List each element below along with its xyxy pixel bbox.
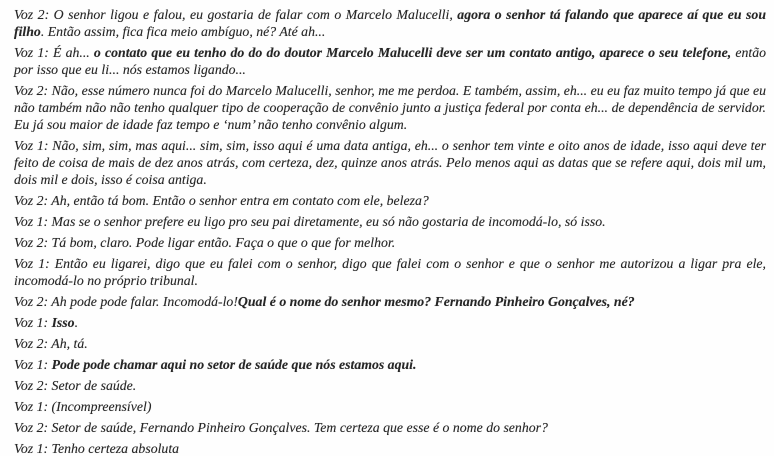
transcript-segment: então por isso que eu li... nós estamos ligando... — [14, 45, 766, 77]
transcript-paragraph — [14, 293, 766, 310]
transcript-body — [14, 6, 766, 456]
transcript-segment: Voz 1: Não, sim, sim, mas aqui... sim, sim, isso aqui é uma data antiga, eh... o senhor tem vinte e oito anos de idade, isso aqui deve ter feito de coisa de mais de dez anos atrás, com certeza, dez, quinze anos atrás. Pelo menos aqui as datas que se refere aqui, dois mil um, dois mil e dois, isso é coisa antiga. — [14, 138, 766, 187]
transcript-segment: Voz 2: Setor de saúde, Fernando Pinheiro Gonçalves. Tem certeza que esse é o nome do senhor? — [14, 420, 548, 435]
transcript-segment: . Então assim, fica fica meio ambíguo, né? Até ah... — [40, 24, 326, 39]
transcript-segment: Voz 2: Ah, então tá bom. Então o senhor entra em contato com ele, beleza? — [14, 193, 429, 208]
transcript-segment: Voz 1: — [14, 315, 52, 330]
transcript-segment: Voz 2: O senhor ligou e falou, eu gostaria de falar com o Marcelo Malucelli, — [14, 7, 458, 22]
transcript-paragraph — [14, 137, 766, 188]
transcript-paragraph — [14, 44, 766, 78]
transcript-segment: Voz 2: Tá bom, claro. Pode ligar então. Faça o que o que for melhor. — [14, 235, 396, 250]
transcript-segment: Voz 1: (Incompreensível) — [14, 399, 152, 414]
transcript-paragraph — [14, 356, 766, 373]
transcript-paragraph — [14, 82, 766, 133]
transcript-segment: Voz 1: Tenho certeza absoluta — [14, 441, 180, 456]
transcript-segment: Voz 2: Ah, tá. — [14, 336, 88, 351]
transcript-paragraph — [14, 398, 766, 415]
transcript-segment: . — [74, 315, 79, 330]
transcript-segment: Isso — [51, 315, 75, 330]
transcript-segment: Voz 2: Não, esse número nunca foi do Marcelo Malucelli, senhor, me me perdoa. E também, assim, eh... eu eu faz muito tempo já que eu não também não não tenho qualquer tipo de cooperação de convênio junto a justiça federal por conta eh... de dependência de servidor. Eu já sou maior de idade faz tempo e ‘num’ não tenho convênio algum. — [14, 83, 766, 132]
transcript-segment: Voz 1: Então eu ligarei, digo que eu falei com o senhor, digo que falei com o senhor e que o senhor me autorizou a ligar pra ele, incomodá-lo no próprio tribunal. — [14, 256, 766, 288]
transcript-segment: Voz 1: É ah... — [14, 45, 94, 60]
transcript-segment: Voz 2: Setor de saúde. — [14, 378, 137, 393]
transcript-segment: Voz 1: Mas se o senhor prefere eu ligo pro seu pai diretamente, eu só não gostaria de incomodá-lo, só isso. — [14, 214, 606, 229]
transcript-segment: Qual é o nome do senhor mesmo? Fernando Pinheiro Gonçalves, né? — [237, 294, 635, 309]
transcript-paragraph — [14, 335, 766, 352]
transcript-paragraph — [14, 213, 766, 230]
transcript-segment: o contato que eu tenho do do do doutor Marcelo Malucelli deve ser um contato antigo, aparece o seu telefone, — [93, 45, 732, 60]
transcript-paragraph — [14, 314, 766, 331]
transcript-paragraph — [14, 234, 766, 251]
transcript-segment: Voz 2: Ah pode pode falar. Incomodá-lo! — [14, 294, 238, 309]
transcript-paragraph — [14, 192, 766, 209]
transcript-paragraph — [14, 377, 766, 394]
transcript-segment: agora o senhor tá falando que aparece aí que eu sou filho — [14, 7, 766, 39]
transcript-paragraph — [14, 440, 766, 456]
transcript-paragraph — [14, 419, 766, 436]
transcript-paragraph — [14, 6, 766, 40]
transcript-paragraph — [14, 255, 766, 289]
transcript-segment: Voz 1: — [14, 357, 52, 372]
transcript-segment: Pode pode chamar aqui no setor de saúde que nós estamos aqui. — [51, 357, 417, 372]
